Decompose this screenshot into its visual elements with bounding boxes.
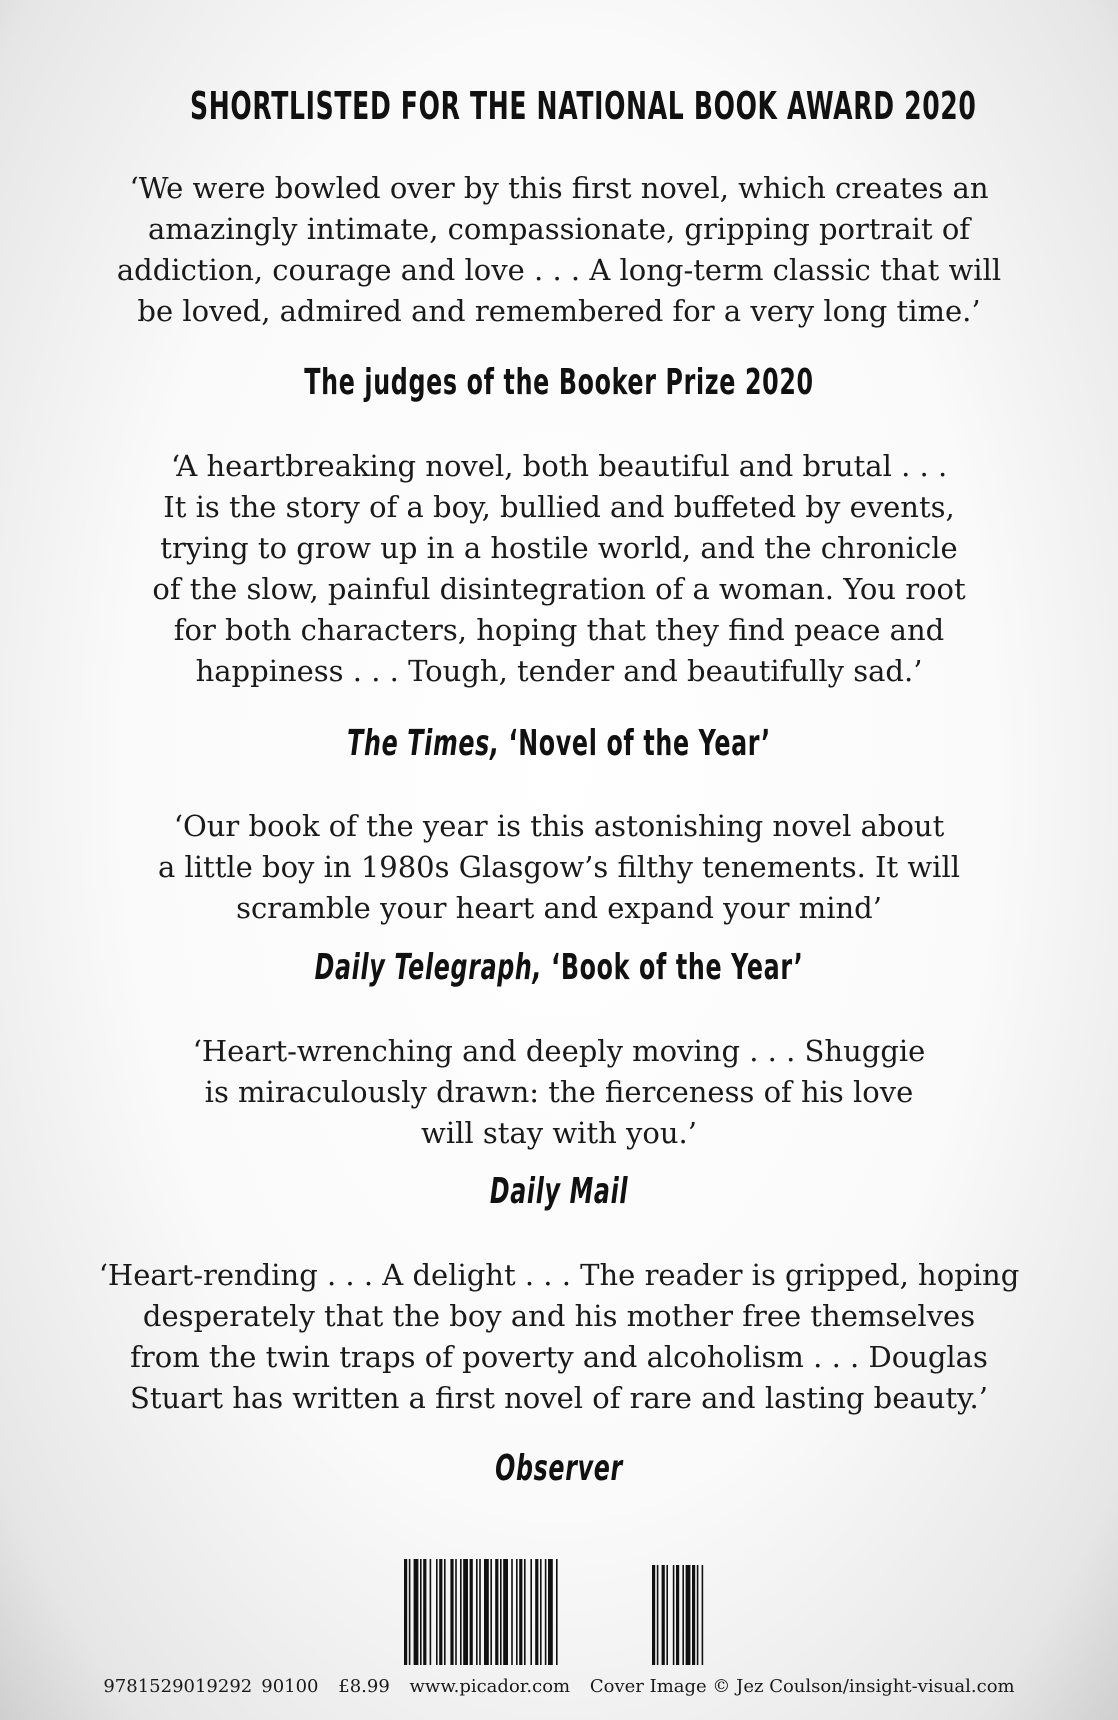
award-heading: SHORTLISTED FOR THE NATIONAL BOOK AWARD 2020 [190, 84, 977, 128]
barcode-bar [455, 1559, 457, 1665]
review-source-booker [190, 362, 928, 403]
review-quote-daily-mail [0, 1031, 1118, 1154]
barcode-bar [495, 1559, 498, 1665]
review-source-daily-mail [190, 1171, 928, 1212]
barcode-addon-bar [662, 1565, 665, 1665]
source-accolade: ‘Book of the Year’ [551, 947, 804, 988]
barcode-addon-bar [676, 1565, 679, 1665]
barcode-bar [548, 1559, 553, 1665]
barcode-addon-bar [697, 1565, 699, 1665]
quote-line: be loved, admired and remembered for a very long time.’ [137, 294, 981, 328]
review-source-telegraph [190, 947, 928, 988]
source-publication: The Times, [347, 723, 500, 764]
quote-line: ‘Heart-rending . . . A delight . . . The reader is gripped, hoping [98, 1258, 1020, 1292]
quote-line: Stuart has written a first novel of rare and lasting beauty.’ [130, 1381, 988, 1415]
barcode-bar [460, 1559, 462, 1665]
quote-line: ‘A heartbreaking novel, both beautiful and brutal . . . [170, 449, 948, 483]
quote-line: of the slow, painful disintegration of a woman. You root [152, 572, 966, 606]
barcode-bar [409, 1559, 411, 1665]
barcode-bar [420, 1559, 422, 1665]
quote-line: desperately that the boy and his mother free themselves [142, 1299, 976, 1333]
barcode-addon-bar [702, 1565, 704, 1665]
cover-credit: Cover Image © Jez Coulson/insight-visual.com [589, 1676, 1015, 1697]
quote-line: trying to grow up in a hostile world, and the chronicle [160, 531, 958, 565]
quote-line: will stay with you.’ [421, 1116, 697, 1150]
barcode-bar [439, 1559, 442, 1665]
quote-line: ‘Heart-wrenching and deeply moving . . . Shuggie [192, 1034, 926, 1068]
barcode-bar [430, 1559, 432, 1665]
barcode-bar [479, 1559, 481, 1665]
barcode-bar [444, 1559, 446, 1665]
footer-info [0, 1676, 1118, 1697]
source-publication: Observer [495, 1448, 623, 1489]
barcode [404, 1559, 726, 1665]
barcode-bar [470, 1559, 473, 1665]
barcode-addon-bar [682, 1565, 684, 1665]
publisher-website: www.picador.com [409, 1676, 571, 1697]
barcode-bar [500, 1559, 502, 1665]
barcode-bar [414, 1559, 419, 1665]
quote-line: addiction, courage and love . . . A long-term classic that will [116, 253, 1002, 287]
barcode-bar [524, 1559, 526, 1665]
quote-line: is miraculously drawn: the fierceness of his love [204, 1075, 914, 1109]
barcode-addon-bar [652, 1565, 655, 1665]
review-quote-telegraph [0, 806, 1118, 929]
barcode-addon-bar [673, 1565, 675, 1665]
source-text: The judges of the Booker Prize 2020 [304, 362, 814, 403]
barcode-addon-bar [657, 1565, 659, 1665]
review-quote-booker [0, 168, 1118, 332]
review-quote-times [0, 446, 1118, 692]
barcode-bar [511, 1559, 513, 1665]
barcode-bar [516, 1559, 518, 1665]
quote-line: a little boy in 1980s Glasgow’s filthy tenements. It will [158, 850, 960, 884]
review-source-observer [190, 1448, 928, 1489]
price-code: 90100 [261, 1676, 319, 1697]
quote-line: happiness . . . Tough, tender and beautifully sad.’ [195, 654, 923, 688]
price: £8.99 [338, 1676, 390, 1697]
quote-line: ‘We were bowled over by this first novel, which creates an [129, 171, 989, 205]
barcode-bar [450, 1559, 453, 1665]
barcode-bar [404, 1559, 407, 1665]
source-publication: Daily Telegraph, [314, 947, 543, 988]
barcode-bar [463, 1559, 468, 1665]
review-quote-observer [0, 1255, 1118, 1419]
barcode-addon-bar [666, 1565, 668, 1665]
barcode-bar [540, 1559, 542, 1665]
barcode-addon-bar [686, 1565, 691, 1665]
barcode-bar [476, 1559, 478, 1665]
barcode-bar [423, 1559, 426, 1665]
quote-line: scramble your heart and expand your mind’ [236, 891, 882, 925]
barcode-bar [535, 1559, 538, 1665]
barcode-bar [556, 1559, 558, 1665]
quote-line: for both characters, hoping that they find peace and [173, 613, 945, 647]
barcode-addon-bar [692, 1565, 695, 1665]
quote-line: from the twin traps of poverty and alcoholism . . . Douglas [130, 1340, 988, 1374]
barcode-bar [490, 1559, 492, 1665]
source-publication: Daily Mail [489, 1171, 629, 1212]
barcode-bar [503, 1559, 508, 1665]
source-accolade: ‘Novel of the Year’ [508, 723, 771, 764]
quote-line: ‘Our book of the year is this astonishing novel about [173, 809, 945, 843]
quote-line: amazingly intimate, compassionate, gripping portrait of [147, 212, 971, 246]
isbn-number: 9781529019292 [103, 1676, 253, 1697]
barcode-bar [545, 1559, 547, 1665]
barcode-bar [530, 1559, 532, 1665]
review-source-times [190, 723, 928, 764]
barcode-bar [436, 1559, 438, 1665]
quote-line: It is the story of a boy, bullied and buffeted by events, [163, 490, 955, 524]
barcode-bar [484, 1559, 489, 1665]
barcode-bar [519, 1559, 522, 1665]
